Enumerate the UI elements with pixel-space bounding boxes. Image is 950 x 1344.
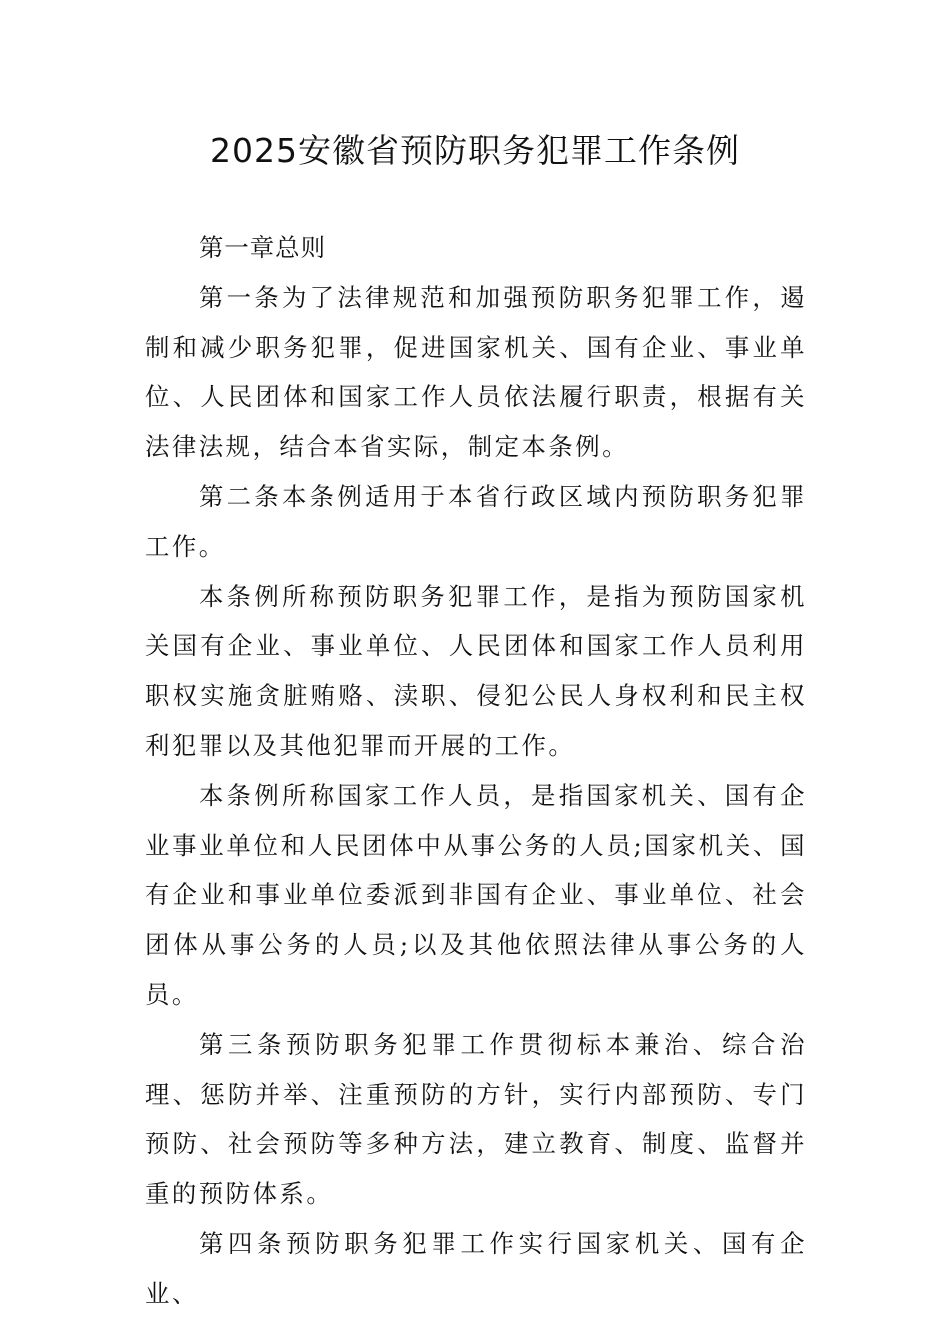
article-4-paragraph: 第四条预防职务犯罪工作实行国家机关、国有企业、 — [145, 1228, 807, 1308]
definition-personnel-paragraph: 本条例所称国家工作人员，是指国家机关、国有企业事业单位和人民团体中从事公务的人员;国家机关、国有企业和事业单位委派到非国有企业、事业单位、社会团体从事公务的人员;以及其他依照法律从事公务的人员。 — [145, 780, 807, 1009]
article-3-paragraph: 第三条预防职务犯罪工作贯彻标本兼治、综合治理、惩防并举、注重预防的方针，实行内部预防、专门预防、社会预防等多种方法，建立教育、制度、监督并重的预防体系。 — [145, 1029, 807, 1209]
definition-work-paragraph: 本条例所称预防职务犯罪工作，是指为预防国家机关国有企业、事业单位、人民团体和国家工作人员利用职权实施贪脏贿赂、渎职、侵犯公民人身权利和民主权利犯罪以及其他犯罪而开展的工作。 — [145, 581, 807, 760]
chapter-heading: 第一章总则 — [199, 233, 326, 262]
document-title: 2025安徽省预防职务犯罪工作条例 — [210, 131, 740, 170]
article-2-paragraph: 第二条本条例适用于本省行政区域内预防职务犯罪工作。 — [145, 481, 807, 561]
article-1-paragraph: 第一条为了法律规范和加强预防职务犯罪工作，遏制和减少职务犯罪，促进国家机关、国有企业、事业单位、人民团体和国家工作人员依法履行职责，根据有关法律法规，结合本省实际，制定本条例。 — [145, 282, 807, 462]
document-body — [145, 223, 807, 1319]
